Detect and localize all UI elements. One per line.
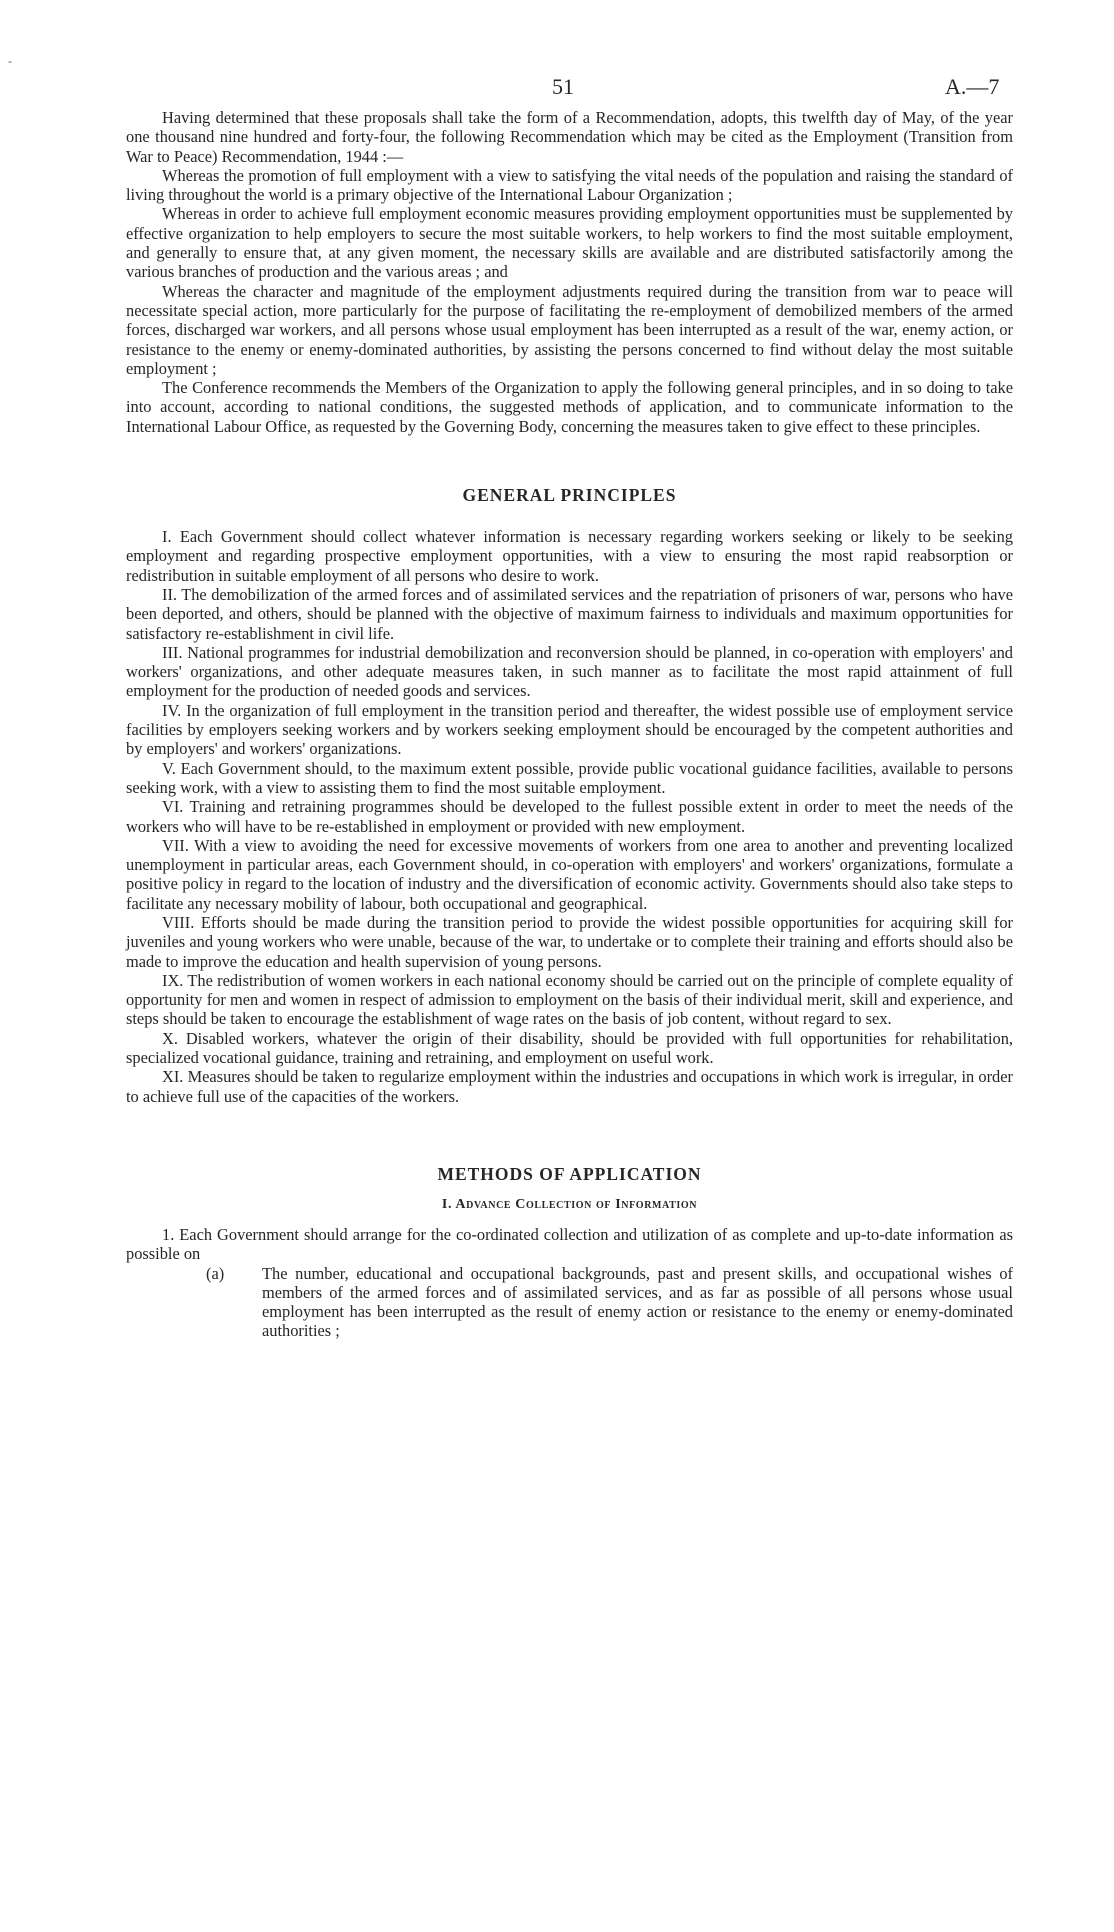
document-reference: A.—7 [945, 74, 1000, 99]
principle-paragraph: II. The demobilization of the armed forces and of assimilated services and the repatriation of prisoners of war, persons who have been deported, and others, should be planned with the objective of maximum fairness to individuals and maximum opportunities for satisfactory re-establishment in civil life. [126, 584, 1013, 643]
principle-paragraph: IV. In the organization of full employment in the transition period and thereafter, the widest possible use of employment service facilities by employers seeking workers and by workers seeking employment should be encouraged by the competent authorities and by employers' and workers' organizations. [126, 700, 1013, 759]
principle-paragraph: X. Disabled workers, whatever the origin of their disability, should be provided with full opportunities for rehabilitation, specialized vocational guidance, training and retraining, and employment on useful work. [126, 1028, 1013, 1068]
principle-paragraph: VII. With a view to avoiding the need for excessive movements of workers from one area to another and preventing localized unemployment in particular areas, each Government should, in co-operation with employers' and workers' organizations, formulate a positive policy in regard to the location of industry and the diversification of economic activity. Governments should also take steps to facilitate any necessary mobility of labour, both occupational and geographical. [126, 835, 1013, 913]
page-number: 51 [552, 74, 574, 99]
principle-paragraph: I. Each Government should collect whatever information is necessary regarding workers seeking or likely to be seeking employment and regarding prospective employment opportunities, with a view to ensuring the most rapid reabsorption or redistribution in suitable employment of all persons who desire to work. [126, 527, 1013, 585]
preamble-paragraph: Whereas the character and magnitude of the employment adjustments required during the transition from war to peace will necessitate special action, more particularly for the purpose of facilitating the re-employment of demobilized members of the armed forces, discharged war workers, and all persons whose usual employment has been interrupted as a result of the war, enemy action, or resistance to the enemy or enemy-dominated authorities, by assisting the persons concerned to find without delay the most suitable employment ; [126, 281, 1013, 378]
page-header [0, 74, 1114, 100]
section-heading-methods-of-application: METHODS OF APPLICATION [437, 1163, 702, 1184]
list-marker: (a) [206, 1263, 225, 1283]
preamble-paragraph: Whereas the promotion of full employment with a view to satisfying the vital needs of the population and raising the standard of living throughout the world is a primary objective of the International Labour Organization ; [126, 165, 1013, 205]
method-paragraph: 1. Each Government should arrange for the co-ordinated collection and utilization of as complete and up-to-date information as possible on [126, 1224, 1013, 1264]
principle-paragraph: XI. Measures should be taken to regularize employment within the industries and occupations in which work is irregular, in order to achieve full use of the capacities of the workers. [126, 1067, 1013, 1106]
method-list-item [126, 1264, 1013, 1341]
principle-paragraph: III. National programmes for industrial demobilization and reconversion should be planned, in co-operation with employers' and workers' organizations, and other adequate measures taken, in such manner as to facilitate the most rapid attainment of full employment for the production of needed goods and services. [126, 642, 1013, 701]
principle-paragraph: VI. Training and retraining programmes should be developed to the fullest possible extent in order to meet the needs of the workers who will have to be re-established in employment or provided with new employment. [126, 797, 1013, 836]
list-item-text: The number, educational and occupational backgrounds, past and present skills, and occupational wishes of members of the armed forces and of assimilated services, and as far as possible of all persons whose usual employment has been interrupted as the result of enemy action or resistance to the enemy or enemy-dominated authorities ; [262, 1263, 1013, 1341]
margin-mark: - [8, 54, 12, 68]
principle-paragraph: IX. The redistribution of women workers in each national economy should be carried out on the principle of complete equality of opportunity for men and women in respect of admission to employment on the basis of their individual merit, skill and experience, and steps should be taken to encourage the establishment of wage rates on the basis of job content, without regard to sex. [126, 970, 1013, 1029]
section-heading-general-principles: GENERAL PRINCIPLES [462, 485, 677, 506]
principle-paragraph: VIII. Efforts should be made during the transition period to provide the widest possible opportunities for acquiring skill for juveniles and young workers who were unable, because of the war, to undertake or to complete their training and efforts should also be made to improve the education and health supervision of young persons. [126, 912, 1013, 971]
preamble-paragraph: The Conference recommends the Members of the Organization to apply the following general principles, and in so doing to take into account, according to national conditions, the suggested methods of application, and to communicate information to the International Labour Office, as requested by the Governing Body, concerning the measures taken to give effect to these principles. [126, 378, 1013, 436]
main-text-column [126, 108, 1013, 1341]
subsection-heading: I. Advance Collection of Information [441, 1196, 698, 1212]
preamble-paragraph: Whereas in order to achieve full employment economic measures providing employment opportunities must be supplemented by effective organization to help employers to secure the most suitable workers, to help workers to find the most suitable employment, and generally to ensure that, at any given moment, the necessary skills are available and are distributed satisfactorily among the various branches of production and the various areas ; and [126, 204, 1013, 282]
preamble-paragraph: Having determined that these proposals shall take the form of a Recommendation, adopts, this twelfth day of May, of the year one thousand nine hundred and forty-four, the following Recommendation which may be cited as the Employment (Transition from War to Peace) Recommendation, 1944 :— [126, 108, 1013, 166]
principle-paragraph: V. Each Government should, to the maximum extent possible, provide public vocational guidance facilities, available to persons seeking work, with a view to assisting them to find the most suitable employment. [126, 758, 1013, 797]
